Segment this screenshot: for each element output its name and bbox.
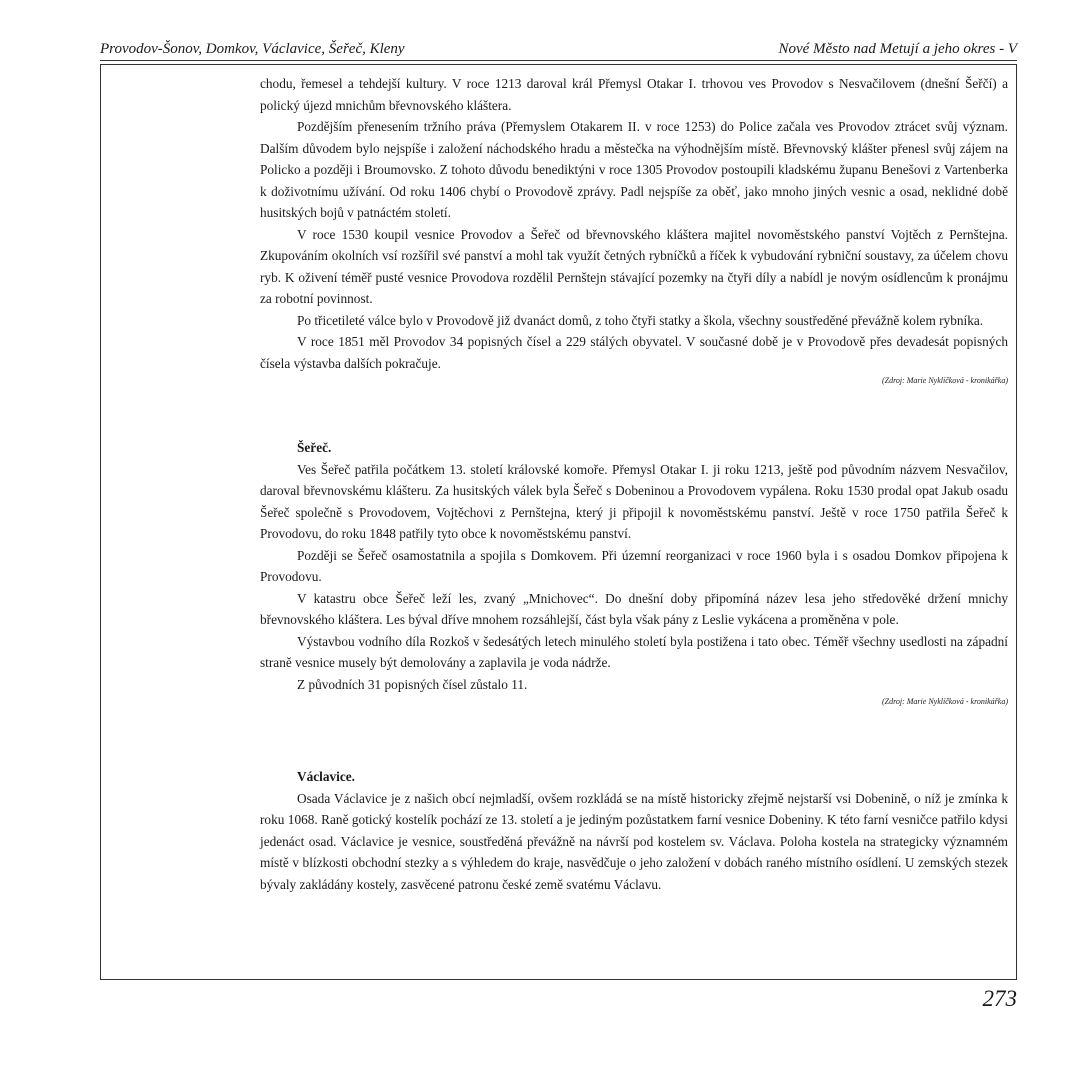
- section-serec: [260, 437, 1008, 708]
- paragraph: V katastru obce Šeřeč leží les, zvaný „Mnichovec“. Do dnešní doby připomíná název lesa jeho středověké držení mnichy břevnovského kláštera. Les býval dříve mnohem rozsáhlejší, část byla však pány z Leslie vykácena a proměněna v pole.: [260, 590, 1008, 627]
- paragraph: V roce 1851 měl Provodov 34 popisných čísel a 229 stálých obyvatel. V současné době je v Provodově přes devadesát popisných čísela výstavba dalších pokračuje.: [260, 334, 1008, 371]
- paragraph: chodu, řemesel a tehdejší kultury. V roce 1213 daroval král Přemysl Otakar I. trhovou ves Provodov s Nesvačilovem (dnešní Šeřčí) a polický újezd mnichům břevnovského kláštera.: [260, 76, 1008, 113]
- main-text: [260, 73, 1008, 895]
- paragraph: Později se Šeřeč osamostatnila a spojila s Domkovem. Při územní reorganizaci v roce 1960 byla i s osadou Domkov připojena k Provodovu.: [260, 547, 1008, 584]
- section-provodov: [260, 73, 1008, 387]
- section-heading: Šeřeč.: [297, 440, 332, 455]
- paragraph: Ves Šeřeč patřila počátkem 13. století královské komoře. Přemysl Otakar I. ji roku 1213, ještě pod původním názvem Nesvačilov, daroval břevnovskému klášteru. Za husitských válek byla Šeřeč s Dobeninou a Provodovem vypálena. Roku 1530 prodal opat Jakub osadu Šeřeč společně s Provodovem, Vojtěchovi z Pernštejna, který ji připojil k novoměstskému panství. Ještě v roce 1750 patřila Šeřeč k Provodovu, do roku 1848 patřily tyto obce k novoměstskému panství.: [260, 461, 1008, 541]
- header-left-title: Provodov-Šonov, Domkov, Václavice, Šeřeč, Kleny: [100, 41, 405, 57]
- source-note: (Zdroj: Marie Nyklíčková - kronikářka): [881, 376, 1008, 385]
- section-vaclavice: [260, 766, 1008, 895]
- paragraph: Z původních 31 popisných čísel zůstalo 11.: [297, 676, 528, 692]
- paragraph: Po třicetileté válce bylo v Provodově již dvanáct domů, z toho čtyři statky a škola, všechny soustředěné převážně kolem rybníka.: [297, 312, 984, 328]
- paragraph: Výstavbou vodního díla Rozkoš v šedesátých letech minulého století byla postižena i tato obec. Téměř všechny usedlosti na západní straně vesnice musely být demolovány a zaplavila je voda nádrže.: [260, 633, 1008, 670]
- paragraph: Osada Václavice je z našich obcí nejmladší, ovšem rozkládá se na místě historicky zřejmě nejstarší vsi Dobenině, o níž je zmínka k roku 1068. Raně gotický kostelík pochází ze 13. století a je jediným pozůstatkem farní vesnice Dobeniny. K této farní vesničce patřilo kdysi jedenáct osad. Václavice je vesnice, soustředěná převážně na návrší pod kostelem sv. Václava. Poloha kostela na strategicky významném místě v blízkosti obchodní stezky a s výhledem do kraje, nasvědčuje o jeho založení v dobách raného místního osídlení. U zemských stezek bývaly zakládány kostely, zasvěcené patronu české země svatému Václavu.: [260, 790, 1008, 892]
- header-right-title: Nové Město nad Metují a jeho okres - V: [778, 41, 1017, 57]
- paragraph: Pozdějším přenesením tržního práva (Přemyslem Otakarem II. v roce 1253) do Police začala ves Provodov ztrácet svůj význam. Dalším důvodem bylo nejspíše i založení náchodského hradu a městečka na výhodnějším místě. Břevnovský klášter přenesl svůj zájem na Policko a později i Broumovsko. Z tohoto důvodu benediktýni v roce 1305 Provodov postoupili kladskému županu Benešovi z Vartenberka k doživotnímu užívání. Od roku 1406 chybí o Provodově zprávy. Padl nejspíše za oběť, jako mnoho jiných vesnic a osad, neklidné době husitských bojů v patnáctém století.: [260, 119, 1008, 220]
- running-header: [100, 38, 1017, 61]
- source-note: (Zdroj: Marie Nyklíčková - kronikářka): [881, 697, 1008, 706]
- page-number: 273: [982, 986, 1017, 1011]
- paragraph: V roce 1530 koupil vesnice Provodov a Šeřeč od břevnovského kláštera majitel novoměstského panství Vojtěch z Pernštejna. Zkupováním okolních vsí rozšířil své panství a mohl tak využít četných rybníčků a říček k vybudování rybniční soustavy, za účelem chovu ryb. K oživení téměř pusté vesnice Provodova rozdělil Pernštejn stávající pozemky na čtyři díly a nabídl je novým osídlencům k pronájmu za robotní povinnost.: [260, 226, 1008, 306]
- section-heading: Václavice.: [297, 769, 355, 784]
